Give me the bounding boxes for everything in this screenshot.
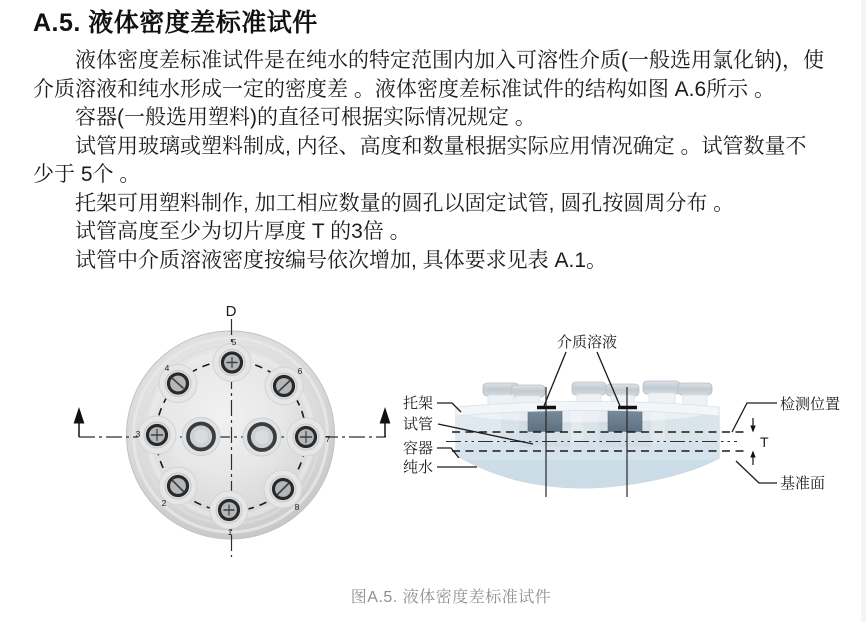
test-tube-label: 试管	[403, 416, 434, 433]
paragraph-line: 试管高度至少为切片厚度 T 的3倍 。	[75, 220, 411, 243]
text-block	[33, 6, 855, 275]
paragraph-line: 托架可用塑料制作, 加工相应数量的圆孔以固定试管, 圆孔按圆周分布 。	[75, 191, 735, 215]
thickness-label: T	[760, 434, 769, 450]
figure-a5	[0, 295, 866, 580]
reference-plane-label: 基准面	[780, 475, 826, 492]
side-view-diagram	[403, 333, 840, 497]
paragraph-line: 介质溶液和纯水形成一定的密度差 。液体密度差标准试件的结构如图 A.6所示 。	[33, 77, 776, 101]
section-arrow-left-icon	[74, 407, 85, 437]
paragraph-line: 液体密度差标准试件是在纯水的特定范围内加入可溶性介质(一般选用氯化钠)，使	[75, 49, 824, 72]
hole-number-7: 7	[325, 434, 331, 444]
hole-number-5: 5	[231, 337, 237, 347]
medium-solution-label: 介质溶液	[556, 334, 618, 351]
center-ring	[182, 418, 220, 456]
top-view-diagram	[74, 303, 391, 557]
leader-line	[544, 352, 566, 406]
page-edge-strip	[861, 0, 866, 622]
hole-number-4: 4	[164, 363, 170, 373]
tube-hole	[210, 491, 248, 529]
hole-number-8: 8	[294, 502, 300, 512]
hole-number-6: 6	[297, 366, 303, 376]
thickness-dimension	[750, 418, 755, 465]
hole-number-2: 2	[161, 498, 167, 508]
hole-number-1: 1	[227, 527, 233, 537]
leader-line	[736, 461, 777, 483]
tube-hole	[213, 344, 251, 382]
container-label: 容器	[403, 440, 434, 457]
diameter-label: D	[225, 303, 237, 320]
paragraph-line: 容器(一般选用塑料)的直径可根据实际情况规定 。	[75, 106, 536, 129]
figure-caption: 图A.5. 液体密度差标准试件	[350, 589, 552, 606]
detection-position-label: 检测位置	[780, 396, 841, 413]
paragraph-line: 试管中介质溶液密度按编号依次增加, 具体要求见表 A.1。	[75, 248, 608, 272]
paragraph-line: 少于 5个 。	[33, 163, 141, 186]
tube-hole	[135, 416, 176, 454]
paragraph-line: 试管用玻璃或塑料制成, 内径、高度和数量根据实际应用情况确定 。试管数量不	[75, 134, 807, 158]
center-ring	[243, 418, 281, 456]
section-arrow-right-icon	[380, 407, 391, 437]
container-inner	[450, 404, 725, 495]
bracket-label: 托架	[403, 395, 434, 412]
tube-hole	[287, 418, 325, 456]
hole-number-3: 3	[135, 429, 141, 439]
pure-water-label: 纯水	[403, 459, 434, 476]
section-heading: A.5. 液体密度差标准试件	[33, 9, 318, 37]
